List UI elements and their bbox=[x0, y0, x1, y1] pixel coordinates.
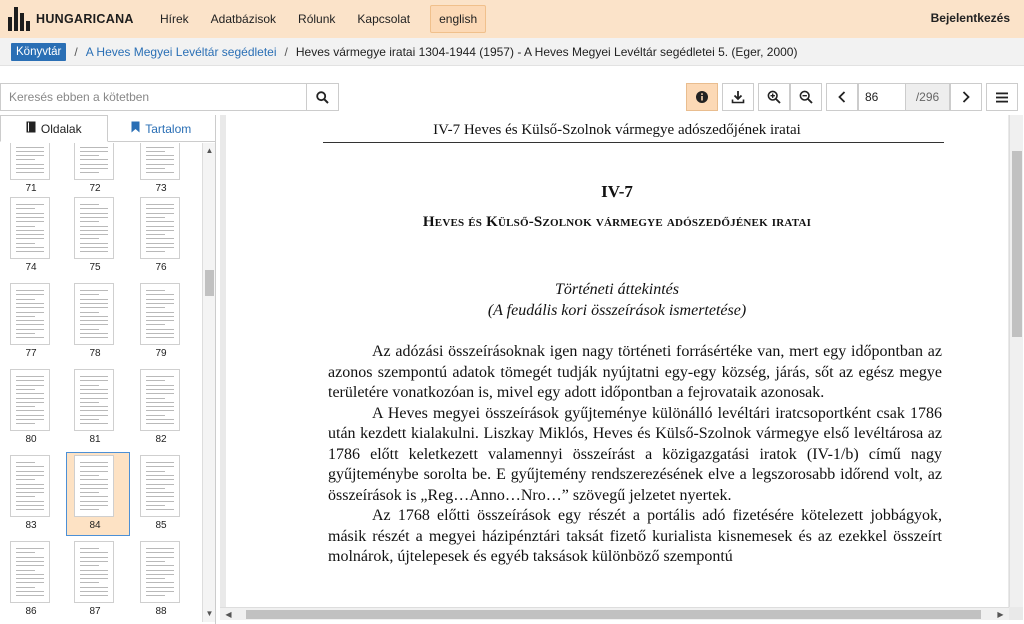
running-header: IV-7 Heves és Külső-Szolnok vármegye adószedőjének iratai bbox=[433, 122, 801, 138]
page-thumbnail-number: 84 bbox=[89, 520, 101, 531]
page-thumbnail-image bbox=[140, 197, 180, 259]
tab-pages-label: Oldalak bbox=[40, 121, 82, 136]
scroll-right-icon[interactable]: ▶ bbox=[997, 610, 1004, 619]
page-thumbnail[interactable] bbox=[10, 143, 52, 194]
page-thumbnail-image bbox=[10, 455, 50, 517]
page-thumbnail-number: 79 bbox=[155, 348, 167, 359]
search-icon bbox=[316, 91, 329, 104]
document-viewer bbox=[220, 115, 1023, 620]
thumbnail-sidebar bbox=[0, 115, 216, 624]
page-thumbnail-number: 75 bbox=[89, 262, 101, 273]
page-thumbnail[interactable] bbox=[74, 455, 116, 531]
page-thumbnail[interactable] bbox=[140, 455, 182, 531]
download-icon bbox=[731, 90, 745, 104]
page-thumbnail[interactable] bbox=[140, 369, 182, 445]
paragraph: A Heves megyei összeírások gyűjteménye különálló levéltári iratcsoportként csak 1786 után kezdett kialakulni. Liszkay Miklós, Heves és Külső-Szolnok vármegye első levéltárosa az 1786 előtt keletkezett valamennyi összeírást a közigazgatási iratok (IV-1/b) című nagy gyűjteménybe sorolta be. E gyűjtemény rendszerezésének elve a legszorosabb időrend volt, az összeírások is „Reg…Anno…Nro…” szövegű jelzetet nyertek. bbox=[328, 404, 942, 504]
sidebar-scrollbar[interactable] bbox=[202, 143, 215, 622]
page-thumbnail[interactable] bbox=[74, 143, 116, 194]
top-navbar bbox=[0, 0, 1024, 38]
tab-contents[interactable] bbox=[108, 115, 216, 142]
page-thumbnail-image bbox=[74, 283, 114, 345]
page-thumbnail-image bbox=[74, 455, 114, 517]
tab-pages[interactable] bbox=[0, 115, 108, 142]
page-thumbnail[interactable] bbox=[74, 541, 116, 617]
page-total: /296 bbox=[905, 83, 950, 111]
viewer-scroll-thumb[interactable] bbox=[1012, 151, 1022, 337]
zoom-in-button[interactable] bbox=[758, 83, 790, 111]
page-thumbnail[interactable] bbox=[140, 143, 182, 194]
menu-button[interactable] bbox=[986, 83, 1018, 111]
thumbnail-list bbox=[0, 143, 202, 622]
hamburger-icon bbox=[996, 92, 1008, 103]
page-thumbnail[interactable] bbox=[10, 455, 52, 531]
tab-contents-label: Tartalom bbox=[145, 121, 192, 136]
page-thumbnail-number: 83 bbox=[25, 520, 37, 531]
nav-link-contact[interactable]: Kapcsolat bbox=[357, 12, 411, 26]
subtitle-overview: Történeti áttekintés bbox=[555, 281, 679, 298]
page-thumbnail[interactable] bbox=[140, 541, 182, 617]
subtitle-description: (A feudális kori összeírások ismertetése) bbox=[487, 302, 747, 319]
page-thumbnail-image bbox=[74, 197, 114, 259]
next-page-button[interactable] bbox=[950, 83, 982, 111]
nav-link-news[interactable]: Hírek bbox=[160, 12, 189, 26]
page-thumbnail-image bbox=[10, 369, 50, 431]
logo-text: HUNGARICANA bbox=[36, 12, 134, 26]
page-thumbnail[interactable] bbox=[74, 283, 116, 359]
breadcrumb-library-badge[interactable]: Könyvtár bbox=[11, 43, 66, 61]
document-page bbox=[226, 115, 1008, 607]
page-thumbnail-number: 76 bbox=[155, 262, 167, 273]
page-thumbnail-image bbox=[140, 143, 180, 180]
page-thumbnail-number: 82 bbox=[155, 434, 167, 445]
page-thumbnail[interactable] bbox=[140, 283, 182, 359]
book-icon bbox=[26, 121, 36, 136]
site-logo[interactable] bbox=[8, 7, 148, 31]
breadcrumb-series-link[interactable]: A Heves Megyei Levéltár segédletei bbox=[85, 44, 277, 59]
viewer-horizontal-scrollbar[interactable] bbox=[220, 607, 1009, 620]
page-thumbnail-image bbox=[140, 455, 180, 517]
page-thumbnail[interactable] bbox=[140, 197, 182, 273]
info-button[interactable] bbox=[686, 83, 718, 111]
page-thumbnail-number: 80 bbox=[25, 434, 37, 445]
search-input[interactable]: Keresés ebben a kötetben bbox=[0, 83, 306, 111]
page-thumbnail-image bbox=[10, 283, 50, 345]
scroll-up-icon[interactable]: ▲ bbox=[205, 146, 214, 155]
info-icon bbox=[695, 90, 709, 104]
viewer-hscroll-thumb[interactable] bbox=[246, 610, 981, 619]
paragraph: Az adózási összeírásoknak igen nagy történeti forrásértéke van, mert egy időpontban az azonos szempontú adatok tömegét tudják nyújtatni egy-egy község, járás, sőt az egész megye területére vonatkozóan is, mivel egy adott időpontban a fejrovataik azonosak. bbox=[328, 343, 942, 401]
page-thumbnail-number: 73 bbox=[155, 183, 167, 194]
download-button[interactable] bbox=[722, 83, 754, 111]
page-thumbnail[interactable] bbox=[10, 197, 52, 273]
page-thumbnail-image bbox=[10, 541, 50, 603]
search-button[interactable] bbox=[306, 83, 339, 111]
page-thumbnail[interactable] bbox=[74, 197, 116, 273]
zoom-in-icon bbox=[767, 90, 781, 104]
page-thumbnail-number: 88 bbox=[155, 606, 167, 617]
page-thumbnail-image bbox=[140, 283, 180, 345]
page-thumbnail-number: 74 bbox=[25, 262, 37, 273]
header-rule bbox=[323, 142, 944, 143]
page-thumbnail-image bbox=[140, 369, 180, 431]
page-thumbnail[interactable] bbox=[74, 369, 116, 445]
page-thumbnail-number: 86 bbox=[25, 606, 37, 617]
zoom-out-button[interactable] bbox=[790, 83, 822, 111]
scroll-left-icon[interactable]: ◀ bbox=[225, 610, 232, 619]
nav-link-about[interactable]: Rólunk bbox=[298, 12, 336, 26]
page-thumbnail-number: 77 bbox=[25, 348, 37, 359]
chevron-right-icon bbox=[961, 91, 971, 103]
viewer-toolbar bbox=[0, 80, 1024, 113]
zoom-out-icon bbox=[799, 90, 813, 104]
sidebar-tabs bbox=[0, 115, 215, 142]
previous-page-button[interactable] bbox=[826, 83, 858, 111]
sidebar-scroll-thumb[interactable] bbox=[205, 270, 214, 296]
page-thumbnail-image bbox=[74, 143, 114, 180]
page-thumbnail-image bbox=[74, 369, 114, 431]
language-toggle[interactable]: english bbox=[430, 5, 486, 33]
section-title: Heves és Külső-Szolnok vármegye adószedőjének iratai bbox=[422, 214, 812, 230]
breadcrumb-separator: / bbox=[74, 44, 78, 59]
page-number-input[interactable]: 86 bbox=[858, 83, 905, 111]
bookmark-icon bbox=[131, 121, 140, 136]
breadcrumb-separator: / bbox=[284, 44, 288, 59]
page-thumbnail[interactable] bbox=[10, 369, 52, 445]
page-thumbnail[interactable] bbox=[10, 283, 52, 359]
page-thumbnail-image bbox=[140, 541, 180, 603]
login-link[interactable]: Bejelentkezés bbox=[930, 11, 1010, 25]
page-thumbnail-number: 71 bbox=[25, 183, 37, 194]
page-thumbnail-number: 72 bbox=[89, 183, 101, 194]
page-thumbnail-number: 81 bbox=[89, 434, 101, 445]
page-thumbnail-number: 78 bbox=[89, 348, 101, 359]
page-thumbnail[interactable] bbox=[10, 541, 52, 617]
paragraph: Az 1768 előtti összeírások egy részét a portális adó fizetésére kötelezett jobbágyok, másik részét a megyei házipénztári taksát fizető kurialista kisnemesek és az ezekkel összeírt molnárok, újtelepesek és egyéb taksások különböző szempontú bbox=[328, 507, 942, 565]
breadcrumb-current: Heves vármegye iratai 1304-1944 (1957) - A Heves Megyei Levéltár segédletei 5. (Eger, 2000) bbox=[295, 44, 798, 59]
breadcrumb bbox=[0, 38, 1024, 66]
page-thumbnail-image bbox=[10, 143, 50, 180]
scroll-down-icon[interactable]: ▼ bbox=[205, 609, 214, 618]
viewer-vertical-scrollbar[interactable] bbox=[1009, 115, 1023, 607]
nav-link-databases[interactable]: Adatbázisok bbox=[210, 12, 277, 26]
logo-icon bbox=[8, 7, 30, 31]
page-thumbnail-number: 87 bbox=[89, 606, 101, 617]
page-thumbnail-image bbox=[74, 541, 114, 603]
document-body bbox=[328, 342, 942, 568]
section-code: IV-7 bbox=[601, 182, 633, 201]
page-thumbnail-image bbox=[10, 197, 50, 259]
chevron-left-icon bbox=[837, 91, 847, 103]
page-thumbnail-number: 85 bbox=[155, 520, 167, 531]
